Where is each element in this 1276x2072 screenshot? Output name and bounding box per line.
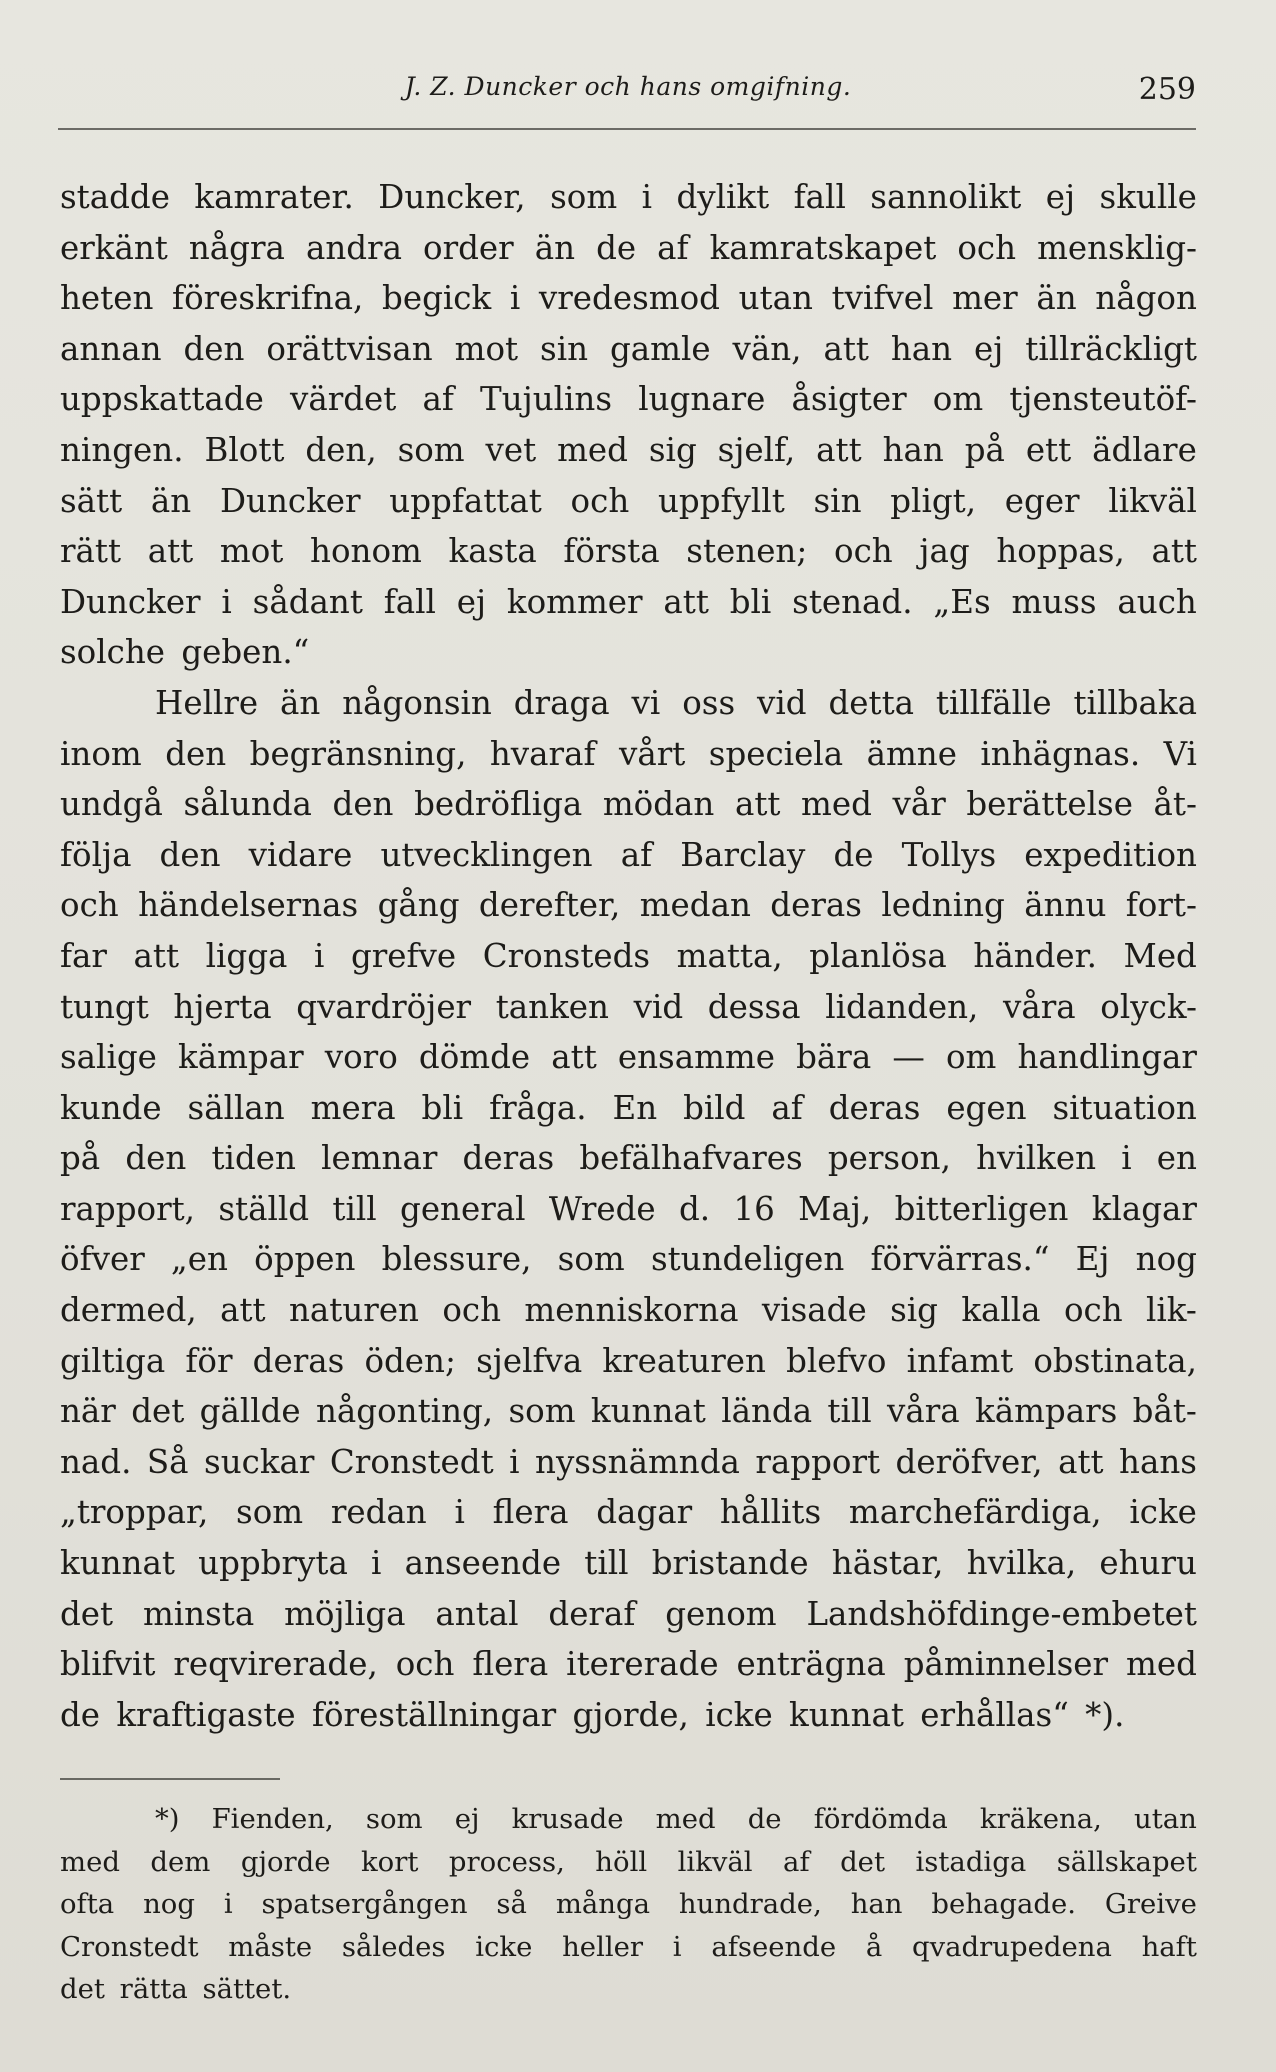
footnote-line: med dem gjorde kort process, höll likväl af det istadiga sällskapet <box>60 1845 1197 1878</box>
footnotes <box>60 1798 1197 2011</box>
text-line: rätt att mot honom kasta första stenen; och jag hoppas, att <box>60 532 1197 571</box>
footnote-line: Cronstedt måste således icke heller i afseende å qvadrupedena haft <box>60 1930 1197 1963</box>
footnote-line: det rätta sättet. <box>60 1973 292 2005</box>
page-header <box>60 72 1196 112</box>
text-line: de kraftigaste föreställningar gjorde, icke kunnat erhållas“ *). <box>60 1695 1125 1734</box>
text-line: uppskattade värdet af Tujulins lugnare åsigter om tjensteutöf- <box>60 380 1197 419</box>
text-line: sätt än Duncker uppfattat och uppfyllt sin pligt, eger likväl <box>60 481 1197 520</box>
text-line: dermed, att naturen och menniskorna visade sig kalla och lik- <box>60 1291 1197 1330</box>
text-line: annan den orättvisan mot sin gamle vän, att han ej tillräckligt <box>60 329 1197 368</box>
header-rule <box>58 128 1196 130</box>
text-line: „troppar, som redan i flera dagar hållits marchefärdiga, icke <box>60 1493 1197 1532</box>
text-line: på den tiden lemnar deras befälhafvares person, hvilken i en <box>60 1139 1197 1178</box>
running-title: J. Z. Duncker och hans omgifning. <box>404 72 852 101</box>
text-line: Hellre än någonsin draga vi oss vid detta tillfälle tillbaka <box>155 683 1197 722</box>
text-line: följa den vidare utvecklingen af Barclay de Tollys expedition <box>60 835 1197 874</box>
text-line: det minsta möjliga antal deraf genom Landshöfdinge-embetet <box>60 1594 1197 1633</box>
text-line: heten föreskrifna, begick i vredesmod utan tvifvel mer än någon <box>60 279 1197 318</box>
text-line: och händelsernas gång derefter, medan deras ledning ännu fort- <box>60 886 1197 925</box>
text-line: blifvit reqvirerade, och flera itererade enträgna påminnelser med <box>60 1645 1197 1684</box>
text-line: ningen. Blott den, som vet med sig sjelf, att han på ett ädlare <box>60 430 1197 469</box>
page-number: 259 <box>1138 72 1196 107</box>
text-line: inom den begränsning, hvaraf vårt speciela ämne inhägnas. Vi <box>60 734 1197 773</box>
text-line: när det gällde någonting, som kunnat lända till våra kämpars båt- <box>60 1392 1197 1431</box>
text-line: kunnat uppbryta i anseende till bristande hästar, hvilka, ehuru <box>60 1544 1197 1583</box>
text-line: nad. Så suckar Cronstedt i nyssnämnda rapport deröfver, att hans <box>60 1442 1197 1481</box>
text-line: öfver „en öppen blessure, som stundeligen förvärras.“ Ej nog <box>60 1240 1197 1279</box>
text-line: stadde kamrater. Duncker, som i dylikt fall sannolikt ej skulle <box>60 178 1197 216</box>
text-line: giltiga för deras öden; sjelfva kreaturen blefvo infamt obstinata, <box>60 1341 1197 1380</box>
footnote-line: ofta nog i spatsergången så många hundrade, han behagade. Greive <box>60 1888 1197 1920</box>
text-line: kunde sällan mera bli fråga. En bild af deras egen situation <box>60 1088 1197 1127</box>
text-line: solche geben.“ <box>60 633 310 672</box>
footnote-rule <box>60 1778 280 1780</box>
footnote-line: *) Fienden, som ej krusade med de fördömda kräkena, utan <box>155 1803 1197 1835</box>
text-line: far att ligga i grefve Cronsteds matta, planlösa händer. Med <box>60 936 1197 975</box>
text-line: Duncker i sådant fall ej kommer att bli stenad. „Es muss auch <box>60 582 1197 621</box>
body-text <box>60 172 1197 1740</box>
text-line: tungt hjerta qvardröjer tanken vid dessa lidanden, våra olyck- <box>60 987 1197 1026</box>
text-line: erkänt några andra order än de af kamratskapet och mensklig- <box>60 228 1197 267</box>
text-line: salige kämpar voro dömde att ensamme bära — om handlingar <box>60 1038 1197 1077</box>
text-line: rapport, ställd till general Wrede d. 16 Maj, bitterligen klagar <box>60 1189 1197 1228</box>
text-line: undgå sålunda den bedröfliga mödan att med vår berättelse åt- <box>60 785 1197 824</box>
